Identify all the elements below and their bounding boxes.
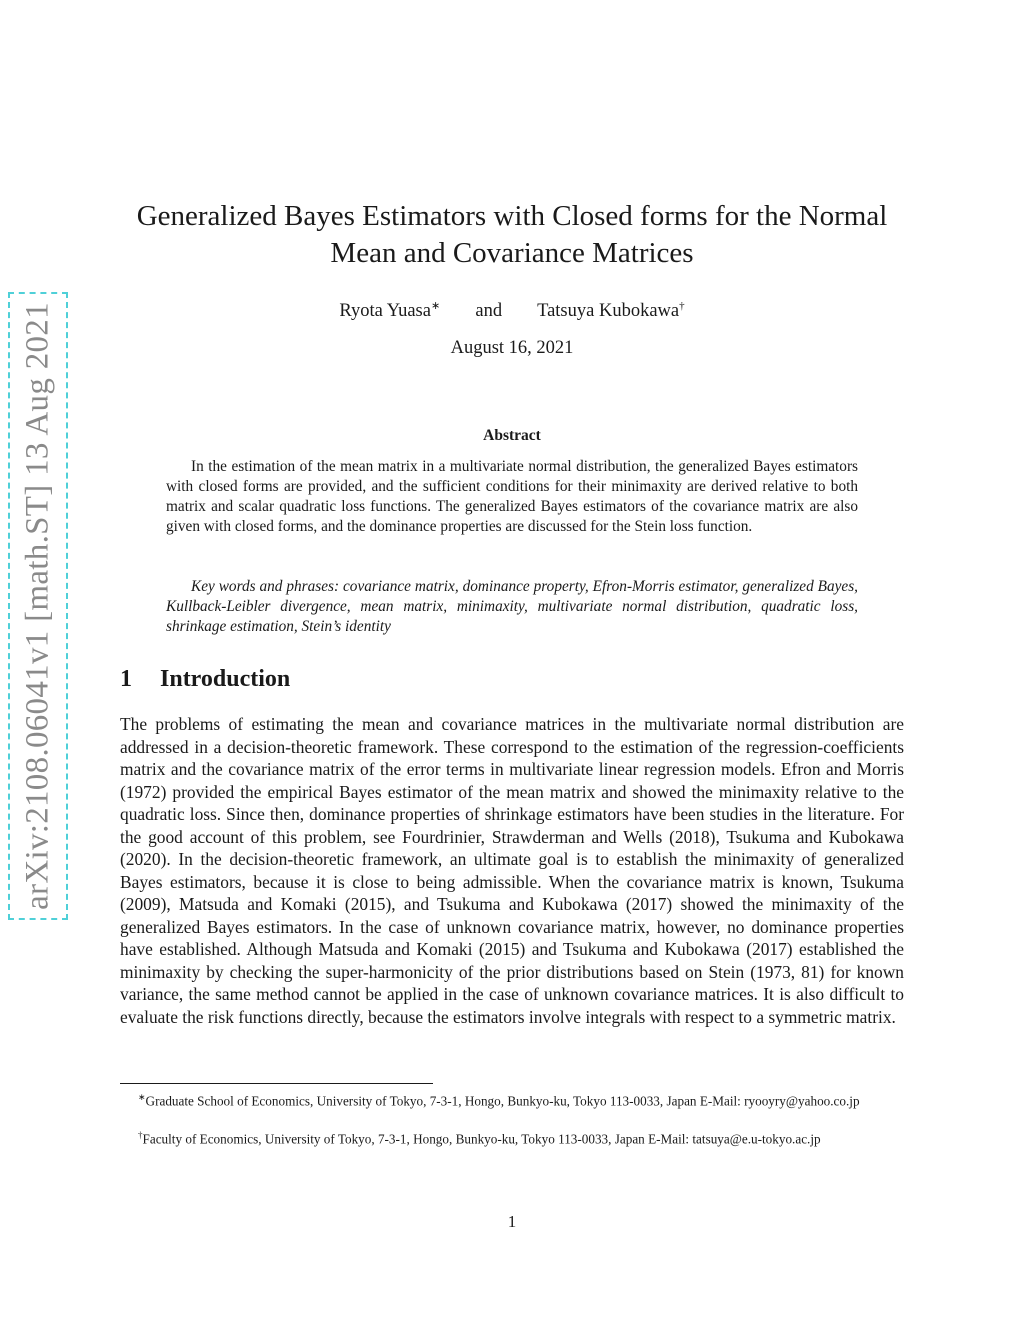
footnote — [120, 1088, 904, 1110]
paper-date: August 16, 2021 — [450, 338, 574, 358]
arxiv-id: arXiv:2108.06041v1 [math.ST] 13 Aug 2021 — [19, 302, 56, 910]
footnote-divider — [120, 1083, 433, 1084]
footnote-mark: ∗ — [138, 1092, 146, 1102]
paper-title: Generalized Bayes Estimators with Closed forms for the Normal Mean and Covariance Matrices — [136, 200, 888, 269]
body-paragraph: The problems of estimating the mean and covariance matrices in the multivariate normal distribution are addressed in a decision-theoretic framework. These correspond to the estimation of the regression-coefficients matrix and the covariance matrix of the error terms in multivariate linear regression models. Efron and Morris (1972) provided the empirical Bayes estimator of the mean matrix and showed the minimaxity relative to the quadratic loss. Since then, dominance properties of shrinkage estimators have been studies in the literature. For the good account of this problem, see Fourdrinier, Strawderman and Wells (2018), Tsukuma and Kubokawa (2020). In the decision-theoretic framework, an ultimate goal is to establish the minimaxity of generalized Bayes estimators, because it is close to being admissible. When the covariance matrix is known, Tsukuma (2009), Matsuda and Komaki (2015), and Tsukuma and Kubokawa (2017) showed the minimaxity of the generalized Bayes estimators. In the case of unknown covariance matrix, however, no dominance properties have established. Although Matsuda and Komaki (2015) and Tsukuma and Kubokawa (2017) established the minimaxity by checking the super-harmonicity of the prior distributions based on Stein (1973, 81) for known variance, the same method cannot be applied in the case of unknown covariance matrices. It is also difficult to evaluate the risk functions directly, because the estimators involve integrals with respect to a symmetric matrix. — [120, 714, 904, 1027]
page-number: 1 — [507, 1212, 517, 1231]
footnote-mark: † — [138, 1130, 143, 1140]
keywords: Key words and phrases: covariance matrix, dominance property, Efron-Morris estimator, generalized Bayes, Kullback-Leibler divergence, mean matrix, minimaxity, multivariate normal distribution, quadratic loss, shrinkage estimation, Stein’s identity — [166, 578, 858, 635]
footnote-text: Graduate School of Economics, University of Tokyo, 7-3-1, Hongo, Bunkyo-ku, Tokyo 113-0033, Japan E-Mail: ryooyry@yahoo.co.jp — [145, 1093, 860, 1109]
author-name: Ryota Yuasa — [339, 301, 431, 322]
footnote-text: Faculty of Economics, University of Tokyo, 7-3-1, Hongo, Bunkyo-ku, Tokyo 113-0033, Japan E-Mail: tatsuya@e.u-tokyo.ac.jp — [142, 1131, 821, 1147]
author-footnote-mark: † — [679, 300, 685, 312]
author-footnote-mark: ∗ — [430, 300, 441, 312]
abstract-heading: Abstract — [483, 427, 541, 444]
abstract-text: In the estimation of the mean matrix in a multivariate normal distribution, the generalized Bayes estimators with closed forms are provided, and the sufficient conditions for their minimaxity are derived relative to both matrix and scalar quadratic loss functions. The generalized Bayes estimators of the covariance matrix are also given with closed forms, and the dominance properties are discussed for the Stein loss function. — [166, 458, 858, 535]
author-name: Tatsuya Kubokawa — [537, 301, 680, 322]
section-heading — [120, 666, 290, 693]
footnote — [120, 1126, 904, 1148]
section-number: 1 — [120, 666, 132, 692]
author-line — [120, 295, 904, 322]
section-title: Introduction — [160, 666, 291, 692]
arxiv-stamp — [8, 292, 68, 920]
author-connector: and — [475, 301, 503, 322]
